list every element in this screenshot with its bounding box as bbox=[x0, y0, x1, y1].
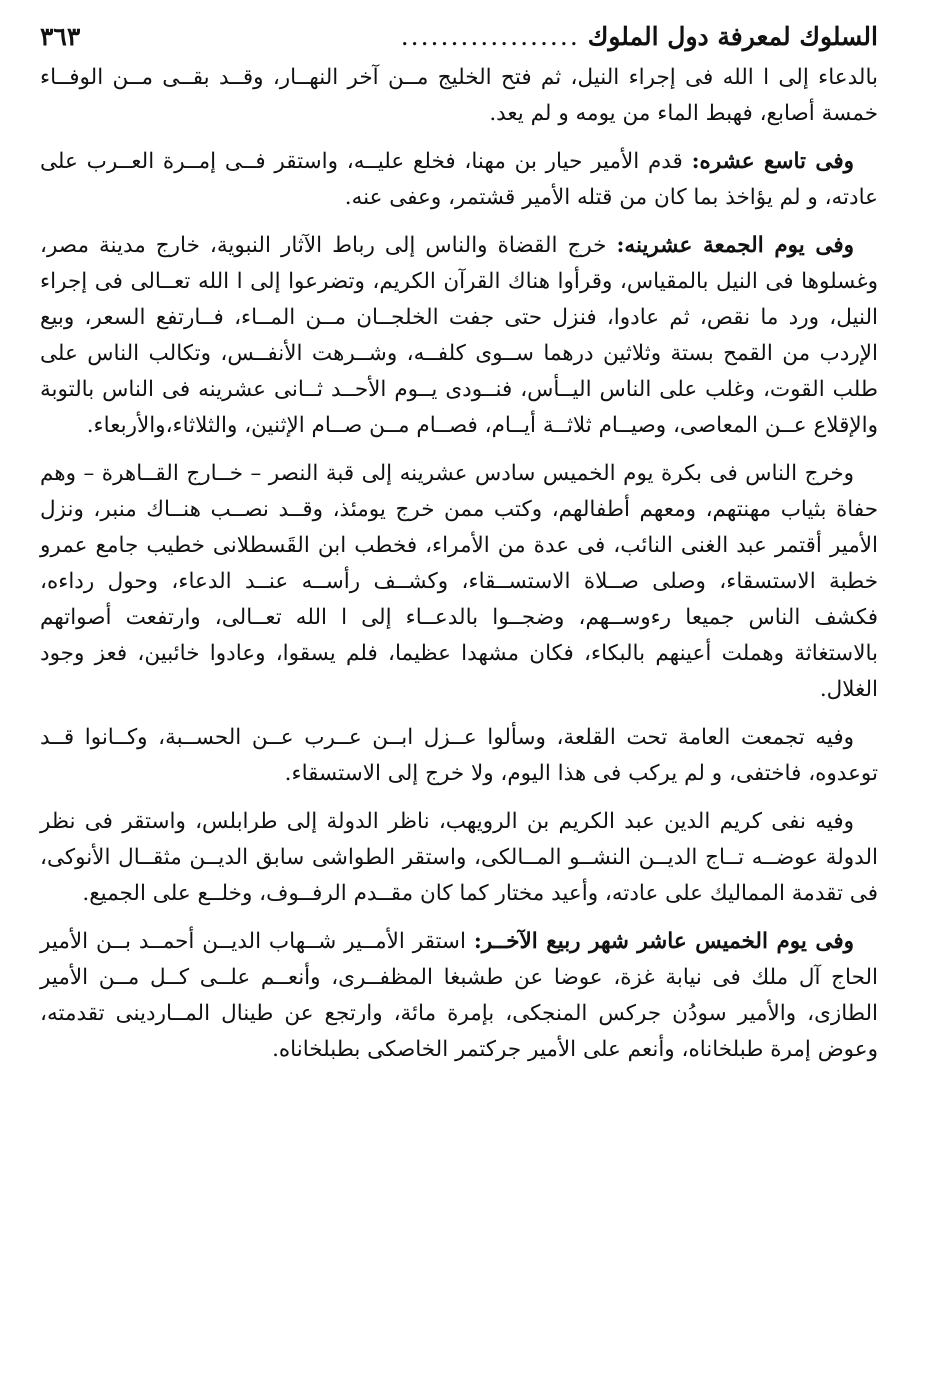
paragraph-lead: وفى تاسع عشره: bbox=[691, 149, 854, 174]
book-title: السلوك لمعرفة دول الملوك bbox=[587, 22, 878, 51]
paragraph-text: استقر الأمــير شــهاب الديــن أحمــد بــن الأمير الحاج آل ملك فى نيابة غزة، عوضا عن طشبغا المظفــرى، وأنعــم علــى كــل مــن الأمير الطازى، والأمير سودُن جركس المنجكى، بإمرة مائة، وارتجع عن طينال المــاردينى تقدمته، وعوض إمرة طبلخاناه، وأنعم على الأمير جركتمر الخاصكى بطبلخاناه. bbox=[40, 929, 878, 1062]
paragraph-3 bbox=[40, 228, 878, 444]
paragraph-text: وفيه تجمعت العامة تحت القلعة، وسألوا عــزل ابــن عــرب عــن الحســبة، وكــانوا قــد توعدوه، فاختفى، و لم يركب فى هذا اليوم، ولا خرج إلى الاستسقاء. bbox=[40, 725, 878, 786]
running-header bbox=[40, 22, 878, 60]
leader-dots: .................. bbox=[400, 22, 580, 51]
paragraph-4 bbox=[40, 456, 878, 708]
paragraph-lead: وفى يوم الخميس عاشر شهر ربيع الآخــر: bbox=[473, 929, 855, 954]
paragraph-6 bbox=[40, 804, 878, 912]
paragraph-text: بالدعاء إلى ا الله فى إجراء النيل، ثم فتح الخليج مــن آخر النهــار، وقــد بقــى مــن الوفــاء خمسة أصابع، فهبط الماء من يومه و لم يعد. bbox=[40, 65, 878, 126]
paragraph-5 bbox=[40, 720, 878, 792]
paragraph-text: خرج القضاة والناس إلى رباط الآثار النبوية، خارج مدينة مصر، وغسلوها فى النيل بالمقياس، وقرأوا هناك القرآن الكريم، وتضرعوا إلى ا الله تعــالى فى إجراء النيل، ورد ما نقص، ثم عادوا، فنزل حتى جفت الخلجــان مــن المــاء، فــارتفع السعر، وبيع الإردب من القمح بستة وثلاثين درهما ســوى كلفــه، وشــرهت الأنفــس، وتكالب الناس على طلب القوت، وغلب على الناس اليــأس، فنــودى يــوم الأحــد ثــانى عشرينه فى الناس بالتوبة والإقلاع عــن المعاصى، وصيــام ثلاثــة أيــام، فصــام مــن صــام الإثنين، والثلاثاء،والأربعاء. bbox=[40, 233, 878, 438]
paragraph-text: وخرج الناس فى بكرة يوم الخميس سادس عشرينه إلى قبة النصر – خــارج القــاهرة – وهم حفاة بثياب مهنتهم، ومعهم أطفالهم، وكتب ممن خرج يومئذ، وقــد نصــب هنــاك منبر، ونزل الأمير أقتمر عبد الغنى النائب، فى عدة من الأمراء، فخطب ابن القَسطلانى خطيب جامع عمرو خطبة الاستسقاء، وصلى صــلاة الاستســقاء، وكشــف رأســه عنــد الدعاء، وحول رداءه، فكشف الناس جميعا رءوســهم، وضجــوا بالدعــاء إلى ا الله تعــالى، وارتفعت أصواتهم بالاستغاثة وهملت أعينهم بالبكاء، فكان مشهدا عظيما، فلم يسقوا، وعادوا خائبين، فعز وجود الغلال. bbox=[40, 461, 878, 702]
paragraph-2 bbox=[40, 144, 878, 216]
paragraph-7 bbox=[40, 924, 878, 1068]
paragraph-1 bbox=[40, 60, 878, 132]
paragraph-text: قدم الأمير حيار بن مهنا، فخلع عليــه، واستقر فــى إمــرة العــرب على عادته، و لم يؤاخذ بما كان من قتله الأمير قشتمر، وعفى عنه. bbox=[40, 149, 878, 210]
paragraph-lead: وفى يوم الجمعة عشرينه: bbox=[616, 233, 854, 258]
book-page bbox=[40, 22, 878, 1080]
paragraph-text: وفيه نفى كريم الدين عبد الكريم بن الرويهب، ناظر الدولة إلى طرابلس، واستقر فى نظر الدولة عوضــه تــاج الديــن النشــو المــالكى، واستقر الطواشى سابق الديــن مثقــال الأنوكى، فى تقدمة المماليك على عادته، وأعيد مختار كما كان مقــدم الرفــوف، وخلــع على الجميع. bbox=[40, 809, 878, 906]
page-number: ٣٦٣ bbox=[40, 22, 81, 51]
